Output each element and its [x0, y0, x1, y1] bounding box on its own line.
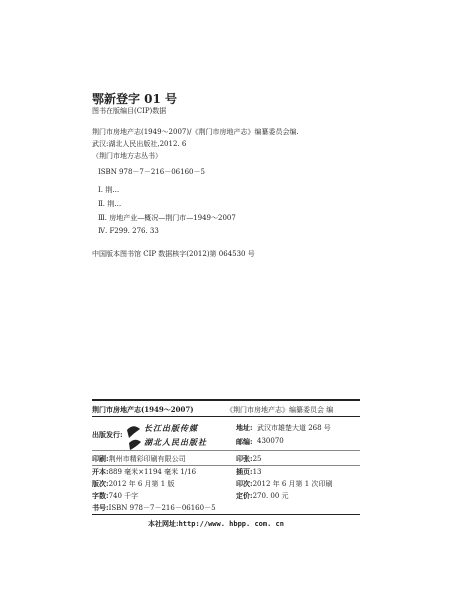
top-rule: [92, 399, 360, 401]
cip-subject: Ⅰ. 荆…: [98, 186, 120, 194]
cip-subject: Ⅲ. 房地产业—概况—荆门市—1949～2007: [98, 214, 236, 222]
publisher-label: 出版发行:: [92, 430, 123, 439]
address-label: 地址:: [236, 423, 253, 432]
spec-wordcount: 字数:740 千字: [92, 491, 139, 500]
postcode-label: 邮编:: [236, 437, 253, 446]
spec-sheets: 印张:25: [236, 454, 262, 463]
title-rule: [92, 416, 360, 417]
spec-price: 定价:270. 00 元: [236, 491, 289, 500]
book-editor: 《荆门市房地产志》编纂委员会 编: [226, 406, 334, 414]
spec-printer: 印刷:荆州市精彩印刷有限公司: [92, 454, 186, 463]
cip-line-series: （荆门市地方志丛书）: [92, 152, 162, 160]
cip-subject: Ⅱ. 荆…: [98, 200, 122, 208]
website-link[interactable]: http://www. hbpp. com. cn: [178, 520, 284, 528]
website: 本社网址:http://www. hbpp. com. cn: [148, 519, 284, 528]
spec-isbn: 书号:ISBN 978－7－216－06160－5: [92, 503, 216, 512]
spec-edition: 版次:2012 年 6 月第 1 版: [92, 479, 175, 488]
publisher-group-name: 长江出版传媒: [144, 423, 198, 433]
cip-isbn: ISBN 978－7－216－06160－5: [98, 168, 205, 176]
spec-rule: [92, 465, 360, 466]
cip-subject: Ⅳ. F299. 276. 33: [98, 227, 159, 235]
spec-printing: 印次:2012 年 6 月第 1 次印刷: [236, 479, 333, 488]
publisher-rule: [92, 450, 360, 451]
cip-data-number: 中国版本图书馆 CIP 数据核字(2012)第 064530 号: [92, 250, 255, 258]
registration-number: 鄂新登字 01 号: [92, 92, 178, 106]
spec-format: 开本:889 毫米×1194 毫米 1/16: [92, 467, 197, 476]
book-title: 荆门市房地产志(1949～2007): [92, 405, 194, 414]
cip-line-title: 荆门市房地产志(1949～2007)/《荆门市房地产志》编纂委员会编.: [92, 128, 299, 136]
address-value: 武汉市雄楚大道 268 号: [257, 424, 331, 432]
cip-line-publisher: 武汉:湖北人民出版社,2012. 6: [92, 140, 187, 148]
cip-heading: 图书在版编目(CIP)数据: [92, 107, 167, 115]
spec-inserts: 插页:13: [236, 467, 262, 476]
postcode-value: 430070: [257, 437, 284, 445]
publisher-press-name: 湖北人民出版社: [144, 437, 207, 447]
bottom-rule: [92, 514, 360, 515]
